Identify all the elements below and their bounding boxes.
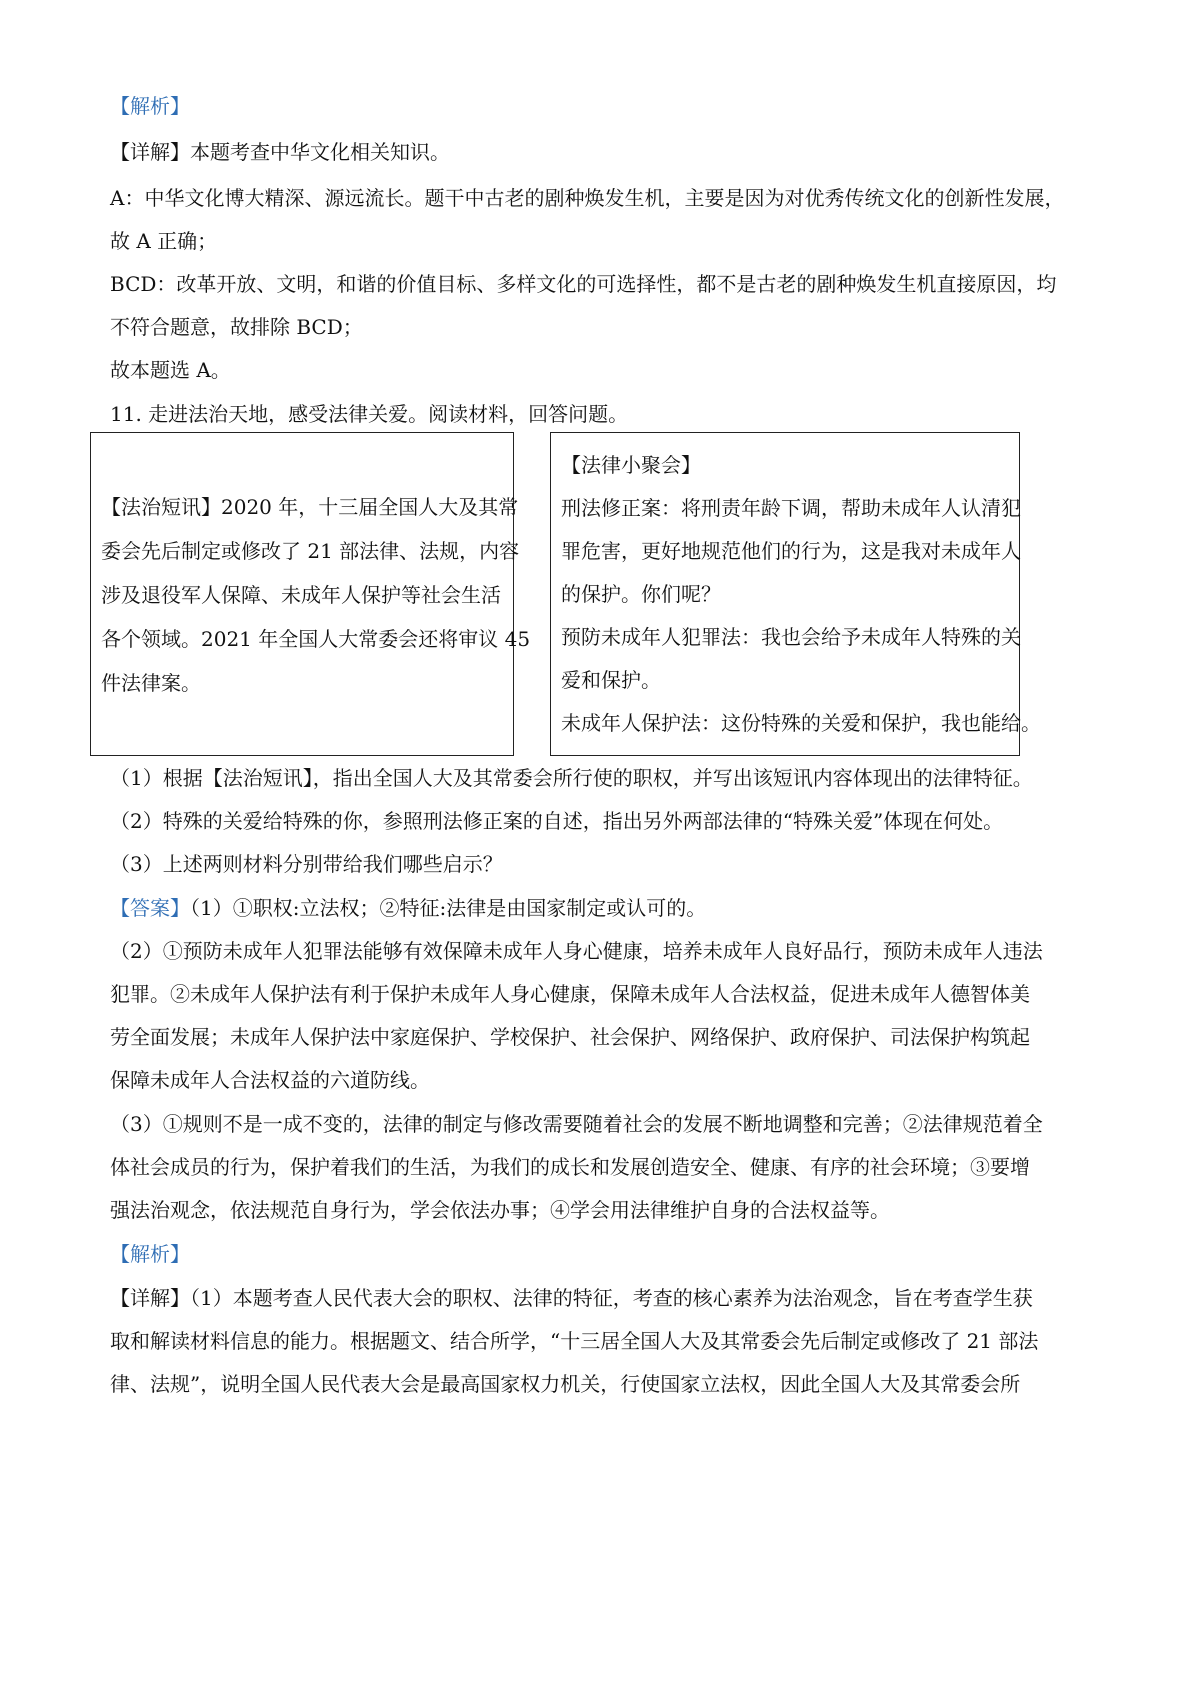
paragraph-line: A：中华文化博大精深、源远流长。题干中古老的剧种焕发生机，主要是因为对优秀传统文化的创新性发展， — [110, 186, 1065, 210]
paragraph-line: BCD：改革开放、文明，和谐的价值目标、多样文化的可选择性，都不是古老的剧种焕发生机直接原因，均 — [110, 272, 1057, 296]
box-text-line: 委会先后制定或修改了 21 部法律、法规，内容 — [101, 539, 520, 563]
box-text-line: 件法律案。 — [101, 671, 201, 695]
answer-line: 劳全面发展；未成年人保护法中家庭保护、学校保护、社会保护、网络保护、政府保护、司法保护构筑起 — [110, 1025, 1030, 1049]
subquestion-3: （3）上述两则材料分别带给我们哪些启示？ — [110, 852, 503, 876]
paragraph-line: 故本题选 A。 — [110, 358, 231, 382]
box-text-line: 的保护。你们呢？ — [561, 582, 721, 606]
subquestion-2: （2）特殊的关爱给特殊的你，参照刑法修正案的自述，指出另外两部法律的“特殊关爱”体现在何处。 — [110, 809, 1004, 833]
box-text-line: 各个领域。2021 年全国人大常委会还将审议 45 — [101, 627, 531, 651]
legal-news-box — [90, 432, 531, 756]
answer-text: （1）①职权:立法权；②特征:法律是由国家制定或认可的。 — [190, 896, 707, 920]
answer-line: 犯罪。②未成年人保护法有利于保护未成年人身心健康，保障未成年人合法权益，促进未成年人德智体美 — [110, 982, 1030, 1006]
answer-line: （2）①预防未成年人犯罪法能够有效保障未成年人身心健康，培养未成年人良好品行，预防未成年人违法 — [110, 939, 1043, 963]
question-title: 11. 走进法治天地，感受法律关爱。阅读材料，回答问题。 — [110, 402, 629, 426]
paragraph-line: 不符合题意，故排除 BCD； — [110, 315, 363, 339]
analysis-heading: 【解析】 — [110, 94, 190, 118]
paragraph-line: 律、法规”，说明全国人民代表大会是最高国家权力机关，行使国家立法权，因此全国人大及其常委会所 — [110, 1372, 1021, 1396]
analysis-heading: 【解析】 — [110, 1242, 190, 1266]
box-text-line: 【法治短讯】2020 年，十三届全国人大及其常 — [101, 495, 519, 519]
box-text-line: 预防未成年人犯罪法：我也会给予未成年人特殊的关 — [561, 625, 1021, 649]
answer-first-line — [110, 894, 1110, 922]
box-text-line: 涉及退役军人保障、未成年人保护等社会生活 — [101, 583, 501, 607]
answer-line: （3）①规则不是一成不变的，法律的制定与修改需要随着社会的发展不断地调整和完善；②法律规范着全 — [110, 1112, 1043, 1136]
paragraph-line: 取和解读材料信息的能力。根据题文、结合所学，“十三居全国人大及其常委会先后制定或修改了 21 部法 — [110, 1329, 1039, 1353]
detail-tag: 【详解】 — [110, 140, 190, 164]
legal-gathering-box — [550, 432, 1041, 756]
detail-line — [110, 1284, 1110, 1312]
box-heading: 【法律小聚会】 — [561, 453, 701, 477]
answer-line: 保障未成年人合法权益的六道防线。 — [110, 1068, 430, 1092]
box-text-line: 罪危害，更好地规范他们的行为，这是我对未成年人 — [561, 539, 1021, 563]
detail-line — [110, 138, 1110, 166]
answer-line: 强法治观念，依法规范自身行为，学会依法办事；④学会用法律维护自身的合法权益等。 — [110, 1198, 890, 1222]
box-text-line: 刑法修正案：将刑责年龄下调，帮助未成年人认清犯 — [561, 496, 1021, 520]
paragraph-line: 故 A 正确； — [110, 229, 218, 253]
subquestion-1: （1）根据【法治短讯】，指出全国人大及其常委会所行使的职权，并写出该短讯内容体现出的法律特征。 — [110, 766, 1033, 790]
answer-line: 体社会成员的行为，保护着我们的生活，为我们的成长和发展创造安全、健康、有序的社会环境；③要增 — [110, 1155, 1030, 1179]
detail-text: 本题考查中华文化相关知识。 — [190, 140, 450, 164]
box-text-line: 爱和保护。 — [561, 668, 661, 692]
box-text-line: 未成年人保护法：这份特殊的关爱和保护，我也能给。 — [561, 711, 1041, 735]
answer-tag: 【答案】 — [110, 896, 190, 920]
detail-text: （1）本题考查人民代表大会的职权、法律的特征，考查的核心素养为法治观念，旨在考查学生获 — [190, 1286, 1033, 1310]
detail-tag: 【详解】 — [110, 1286, 190, 1310]
